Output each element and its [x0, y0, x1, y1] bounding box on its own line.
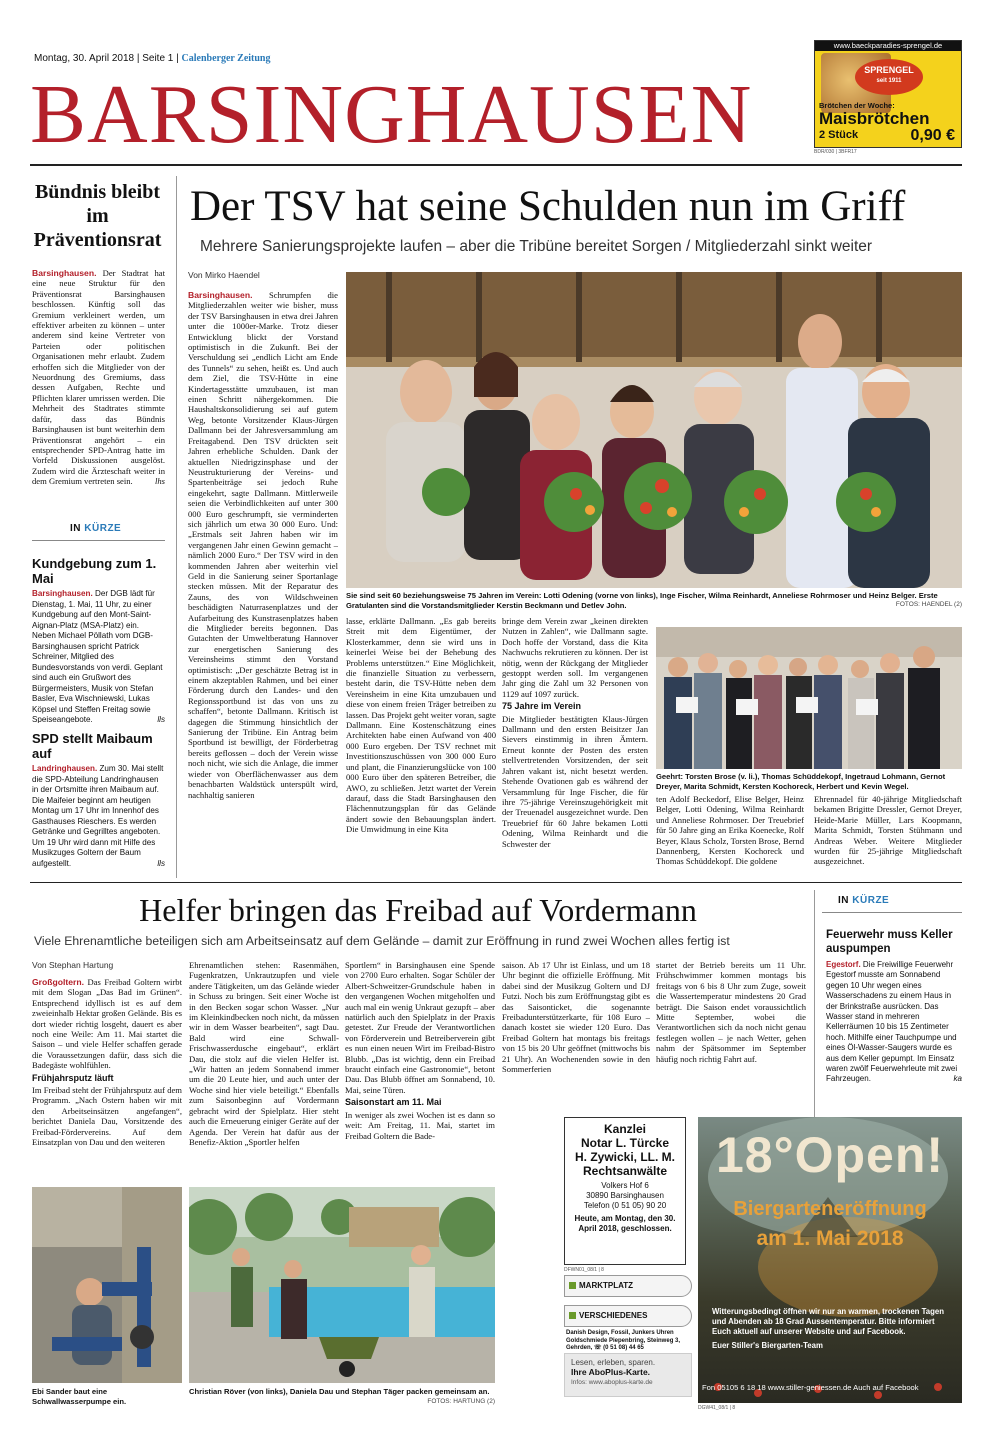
freibad-headline: Helfer bringen das Freibad auf Vordermann	[139, 892, 697, 928]
in-kurze-label: IN KÜRZE	[70, 523, 122, 534]
aboplus-box[interactable]: Lesen, erleben, sparen. Ihre AboPlus-Karte. Infos: www.aboplus-karte.de	[564, 1353, 692, 1397]
pool-photo-caption: Christian Röver (von links), Daniela Dau und Stephan Täger packen gemeinsam an.	[189, 1387, 490, 1396]
kurze-item2-body: Landringhausen. Zum 30. Mai stellt die SPD-Abteilung Landringhausen in der Ortsmitte ihren Maibaum auf. Die Maifeier beginnt am heutigen Montag um 17 Uhr im Innenhof des Gasthauses Rieschers. Es werden Getränke und Gegrilltes angeboten. Um 19 Uhr wird dann mit Hilfe des Musikzuges Goltern der Baum aufgestellt. lls	[32, 764, 165, 868]
header-rule	[30, 164, 962, 166]
kurze2-headline: Feuerwehr muss Keller auspumpen	[826, 929, 953, 955]
dateline: Montag, 30. April 2018 | Seite 1 | Calenberger Zeitung	[34, 53, 271, 64]
in-kurze-label-2: IN KÜRZE	[838, 895, 890, 906]
tsv-honorees-photo	[346, 272, 962, 588]
subhead-fruehjahrsputz: Frühjahrsputz läuft	[32, 1072, 114, 1083]
bakery-ad-code: BDR/030 | 3BFR17	[814, 149, 857, 155]
bakery-ad-url: www.baeckparadies-sprengel.de	[815, 41, 961, 51]
pump-photo-caption: Ebi Sander baut eine Schwallwasserpumpe ein.	[32, 1387, 127, 1406]
lead-column-4: ten Adolf Beckedorf, Elise Belger, Heinz Belger, Lotti Odening, Wilma Reinhardt und Anneliese Rohrmoser. Der Treuebrief für 50 Jahre ging an Erika Koenecke, Rolf Beyer, Klaus Scholz, Torsten Brose, Bernd Dannenberg, Kersten Kochoreck und Thomas Schüddekopf. Die goldene	[656, 794, 804, 867]
freibad-photo-credit: FOTOS: HARTUNG (2)	[427, 1398, 495, 1405]
verschiedenes-marker-icon	[569, 1312, 576, 1319]
kurze-item2-headline: SPD stellt Maibaum auf	[32, 731, 153, 761]
pool-photo-illustration	[189, 1187, 495, 1383]
kurze2-rule	[822, 912, 962, 913]
lead-column-2: lasse, erklärte Dallmann. „Es gab bereits Streit mit dem Eigentümer, der Klosterkammer, denn sie wird uns in keinerlei Weise bei der Behebung des Problems unterstützen.“ Eine Möglichkeit, die finanzielle Situation zu verbessern, besteht darin, die TSV-Hütte neben dem Vereinsheim in eine Kita umzubauen und diese von einem freien Träger betreiben zu lassen. Das Projekt geht weiter voran, sagte Dallmann. Eine Kostenschätzung eines Architekten habe einen Aufwand von 400 000 Euro ergeben. Der TSV rechnet mit Investitionszuschüssen von 300 000 Euro und plant, die Finanzierungslücke von 100 000 Euro über den späteren Betreiber, die AWO, zu schließen. Jetzt wartet der Verein darauf, dass die Stadt Barsinghausen den Flächennutzungsplan für das Gelände ändert sowie den Bebauungsplan ändert. Die Umwidmung in eine Kita	[346, 616, 496, 835]
freibad-column-4: saison. Ab 17 Uhr ist Einlass, und um 18 Uhr beginnt die offizielle Eröffnung. Mit dabei sind der Musikzug Goltern und DJ Futzi. Noch bis zum Eröffnungstag gibt es das Saisonticket, die sogenannte Freibadunterstützerkarte, für 108 Euro – danach kostet sie wieder 120 Euro. Das Freibad Goltern hat montags bis freitags von 15 bis 20 Uhr geöffnet (mittwochs bis 21 Uhr). An Wochenenden sowie in den Sommerferien	[502, 960, 650, 1075]
pool-cleanup-photo	[189, 1187, 495, 1383]
biergarten-line1: Biergarteneröffnung	[733, 1198, 927, 1220]
lead-byline: Von Mirko Haendel	[188, 270, 260, 280]
sidebar-headline: Bündnis bleibt im Präventionsrat	[33, 181, 162, 251]
lead-column-5: Ehrennadel für 40-jährige Mitgliedschaft bekamen Brigitte Dressler, Gernot Dreyer, Heide-Marie Müller, Lars Koopmann, Marita Schmidt, Torsten Stühmann und Andreas Weber. Weitere Mitglieder wurden für 25-jährige Mitgliedschaft ausgezeichnet.	[814, 794, 962, 867]
freibad-column-3: Sportlern“ in Barsinghausen eine Spende von 2700 Euro erhalten. Sogar Schüler der Albert-Schweitzer-Grundschule haben in den vergangenen Wochen mitgeholfen und auch mal ein wenig Unkraut gezupft – aber natürlich auch den Spielplatz in der Praxis getestet. Zur Freude der Verantwortlichen von Förderverein und Betreiberverein gibt es nun einen neuen Wirt im Freibad-Bistro Blubb. „Das ist wichtig, denn ein Freibad braucht einfach eine Gastronomie“, betont Dau. Das Blubb öffnet am Sonnabend, 10. Mai, seine Türen. Saisonstart am 11. Mai In weniger als zwei Wochen ist es dann so weit: Am Freitag, 11. Mai, startet im Freibad Goltern die Bade-	[345, 960, 495, 1141]
lead-column-1: Barsinghausen. Schrumpfen die Mitgliederzahlen weiter wie bisher, muss der TSV Barsinghausen in etwa drei Jahren unter die 1000er-Marke. Trotz dieser Entwicklung blickt der Vorstand optimistisch in die Zukunft. Bei der Verschuldung sei „endlich Licht am Ende des Tunnels“ zu sehen, heißt es. Und auch dem Ziel, die TSV-Hütte in eine Kindertagesstätte umzubauen, ist man einen Schritt nähergekommen. Die Haushaltskonsolidierung sei auf gutem Weg, betonte Vorsitzender Klaus-Jürgen Dallmann bei der Jahresversammlung am Freitagabend. Den TSV drückten seit Jahren erhebliche Schulden. Dank der aktuellen Niedrigzinsphase und der Neustrukturierung der Vereins- und Spartenbeiträge sei jedoch Ruhe eingekehrt, sagte Dallmann. Mittlerweile seien die Verbindlichkeiten auf unter 300 000 Euro geschrumpft, sie verminderten sich jährlich um etwa 30 000 Euro. Und: „Erstmals seit Jahren haben wir im vergangenen Jahr einen Gewinn gemacht – nämlich 2000 Euro.“ Der TSV wird in den kommenden Jahren aber weiterhin viel Geld in die Sanierung seiner Sportanlage stecken müssen. Mit der Reparatur des Zauns, des von Wildschweinen beschädigten Naturrasenplatzes und der Aufarbeitung des Kunstrasenplatzes haben die Mitglieder bereits begonnen. Das Gutachten der Umweltberatung Hannover zur energetischen Sanierung des Vereinsheims stimmt den Vorstand optimistisch: „Der geschätzte Betrag ist in einem akzeptablen Rahmen, und bei einer Förderung durch den Landes- und den Regionssportbund ist das von uns zu schaffen“, betonte Dallmann. Kritisch ist dagegen die Stimmung hinsichtlich der Sanierung der Tribüne. Ein Antrag beim Sportbund ist bewilligt, der Förderbetrag bereits geflossen – doch der Verein wisse noch nicht, wie sich die Anlage, die immer wieder von Oberflächenwasser aus dem benachbarten Waldstück unterspült wird, nachhaltig sanieren	[188, 290, 338, 800]
biergarten-team: Euer Stiller's Biergarten-Team	[712, 1341, 823, 1350]
freibad-column-5: startet der Betrieb bereits um 11 Uhr. Frühschwimmer kommen montags bis freitags von 6 bis 8 Uhr zum Zuge, soweit die Wassertemperatur mindestens 20 Grad beträgt. Die Saison endet voraussichtlich Mitte September, wobei die Verantwortlichen sich da noch nicht genau festlegen wollen – je nach Wetter, gehen nahm der Spätsommer im September häufig noch richtig Fahrt auf.	[656, 960, 806, 1064]
bakery-logo: SPRENGEL seit 1911	[855, 59, 923, 95]
kanzlei-ad[interactable]: Kanzlei Notar L. Türcke H. Zywicki, LL. M. Rechtsanwälte Volkers Hof 6 30890 Barsinghausen Telefon (0 51 05) 90 20 Heute, am Montag, den 30. April 2018, geschlossen.	[564, 1117, 686, 1265]
biergarten-ad[interactable]	[698, 1117, 962, 1403]
biergarten-big-title: 18°Open!	[715, 1127, 945, 1183]
biergarten-line2: am 1. Mai 2018	[756, 1227, 904, 1250]
tsv-group-photo	[656, 627, 962, 769]
biergarten-footer: Fon 05105 6 18 18 www.stiller-geniessen.de Auch auf Facebook	[702, 1383, 919, 1392]
sidebar-divider	[176, 176, 177, 878]
marktplatz-marker-icon	[569, 1282, 576, 1289]
biergarten-text: Witterungsbedingt öffnen wir nur an warmen, trockenen Tagen und Abenden ab 18 Grad Aussentemperatur. Bitte informiert Euch aktuell auf unserer Website und auf Facebook.	[712, 1307, 944, 1336]
freibad-byline: Von Stephan Hartung	[32, 960, 114, 970]
photo1-credit: FOTOS: HAENDEL (2)	[895, 601, 962, 608]
lead-subhead: Mehrere Sanierungsprojekte laufen – aber die Tribüne bereitet Sorgen / Mitgliederzahl sinkt weiter	[200, 238, 873, 255]
subhead-75-jahre: 75 Jahre im Verein	[502, 701, 582, 712]
biergarten-ad-code: DGW41_08/1 | 8	[698, 1405, 736, 1411]
freibad-column-2: Ehrenamtlichen stehen: Rasenmähen, Fugenkratzen, Unkrautzupfen und viele andere Tätigkeiten, um das Gelände wieder in Schuss zu bringen. Seit einer Woche ist in den Becken sogar schon Wasser. „Nur im Kleinkindbecken noch nicht, da müssen wir in dem Wasser bearbeiten“, sagt Dau. Bald wird eine Schwall-Frischwasserdusche eingebaut“, erklärt Dau, die stolz auf die vielen Helfer ist. „Wir hatten an jedem Sonnabend immer um die 20 Leute hier, und auch unter der Woche sind hier viele beteiligt.“ Ebenfalls zum Saisonbeginn auf Vordermann gebracht wird der Spielplatz. Hier steht auch die Erneuerung einiger Geräte auf der Agenda. Der Verein hat dafür aus der Benefiz-Aktion „Sportler helfen	[189, 960, 339, 1147]
photo2-caption: Geehrt: Torsten Brose (v. li.), Thomas Schüddekopf, Ingetraud Lohmann, Gernot Dreyer, Marita Schmidt, Kersten Kochoreck, Herbert und Kevin Wegel.	[656, 772, 946, 791]
kanzlei-ad-code: DFWN01_08/1 | 8	[564, 1267, 604, 1273]
kurze-item1-body: Barsinghausen. Der DGB lädt für Dienstag, 1. Mai, 11 Uhr, zu einer Kundgebung auf den Mont-Saint-Aignan-Platz (MSA-Platz) ein. Neben Michael Pöllath vom DGB-Barsinghausen spricht Patrick Schreiner, Mitglied des Bundesvorstands von verdi. Geplant sind auch ein Grußwort des Bürgermeisters, Musik von Stefan Basler, Eva Wischniewski, Lukas Köpsel und Steffen Freitag sowie Speiseangebote. lls	[32, 589, 165, 723]
pump-photo	[32, 1187, 182, 1383]
lead-column-3: bringe dem Verein zwar „keinen direkten Nutzen in Zahlen“, wie Dallmann sagte. Doch hoffe der Vorstand, dass die Kita Nachwuchs rekrutieren zu können. Der ist nötig, wenn der Rückgang der Mitglieder gestoppt werden soll. Im vergangenen Jahr ging die Zahl um 32 Personen von 1129 auf 1097 zurück. 75 Jahre im Verein Die Mitglieder bestätigten Klaus-Jürgen Dallmann und den ersten Beisitzer Jan Sievers einstimmig in ihren Ämtern. Erneut konnte der Posten des ersten stellvertretenden Vorsitzenden, der seit Jahren vakant ist, nicht besetzt werden. Stehende Ovationen gab es während der Versammlung für Inge Fischer, die für ihre 75-jährige Vereinszugehörigkeit mit der Treuenadel ausgezeichnet wurde. Den Treuebrief für 60 Jahre bekamen Lotti Odening, Wilma Reinhardt und die Schwester der	[502, 616, 648, 849]
kurze2-divider	[814, 890, 815, 1120]
group-photo-illustration	[656, 627, 962, 769]
lead-headline: Der TSV hat seine Schulden nun im Griff	[190, 183, 906, 230]
paper-name: Calenberger Zeitung	[181, 53, 271, 64]
verschiedenes-tab[interactable]: VERSCHIEDENES	[564, 1305, 692, 1327]
tsv-photo-illustration	[346, 272, 962, 588]
pump-photo-illustration	[32, 1187, 182, 1383]
bakery-ad[interactable]: www.baeckparadies-sprengel.de SPRENGEL seit 1911 Brötchen der Woche: Maisbrötchen 2 Stück 0,90 €	[814, 40, 962, 148]
kurze-item1-headline: Kundgebung zum 1. Mai	[32, 556, 157, 586]
sidebar-article: Barsinghausen. Der Stadtrat hat eine neue Struktur für den Präventionsrat Barsinghausen beschlossen. Künftig soll das Gremium verkleinert werden, um effektiver arbeiten zu können – unter anderem sind keine Vertreter von Parteien oder politischen Organisationen mehr erlaubt. Zudem erhoffen sich die Mitglieder von der Neuordnung des Gremiums, dass dessen Aufgaben, Rechte und Pflichten klarer umrissen werden. Die Mehrheit des Stadtrates stimmte dafür, dass das Bündnis Barsinghausen ist bunt weiterhin dem Präventionsrat angehört – ein entsprechender SPD-Antrag hatte im Vorfeld Diskussionen ausgelöst. Zudem wird die Ärzteschaft weiter in dem Gremium vertreten sein. lhs	[32, 268, 165, 487]
photo1-caption: Sie sind seit 60 beziehungsweise 75 Jahren im Verein: Lotti Odening (vorne von links), Inge Fischer, Wilma Reinhardt, Anneliese Rohrmoser und Heinz Belger. Erste Gratulanten sind die Vorstandsmitglieder Kerstin Beckmann und Detlev John.	[346, 591, 938, 610]
marktplatz-tab[interactable]: MARKTPLATZ	[564, 1275, 692, 1297]
subhead-saisonstart: Saisonstart am 11. Mai	[345, 1097, 442, 1108]
section-rule	[30, 882, 962, 883]
kurze2-body: Egestorf. Die Freiwillige Feuerwehr Egestorf musste am Sonnabend gegen 10 Uhr wegen eines Wasserschadens zu einem Haus in der Brinkstraße ausrücken. Das Wasser stand in mehreren Kellerräumen 10 bis 15 Zentimeter hoch. Mithilfe einer Tauchpumpe und eines Öl-Wasser-Saugers wurde es aus dem Keller gepumpt. Im Einsatz waren zwölf Feuerwehrleute mit zwei Fahrzeugen. ka	[826, 960, 962, 1084]
masthead: BARSINGHAUSEN	[30, 68, 753, 161]
kurze-rule	[32, 540, 165, 541]
freibad-column-1: Großgoltern. Das Freibad Goltern wirbt mit dem Slogan „Das Bad im Grünen“. Entsprechend idyllisch ist es auf dem zweieinhalb Hektar großen Gelände. Bis es dort wieder richtig losgeht, dauert es aber noch eine Weile: Am 11. Mai startet die Saison – und viele Helfer schaffen gerade die Voraussetzungen dafür, dass sich die Badegäste wohlfühlen. Frühjahrsputz läuft Im Freibad steht der Frühjahrsputz auf dem Programm. „Nach Ostern haben wir mit den Arbeitseinsätzen angefangen“, berichtet Daniela Dau, Vorsitzende des Freibad-Fördervereins. Auf dem Einsatzplan von Dau und den weiteren	[32, 977, 182, 1148]
freibad-subhead: Viele Ehrenamtliche beteiligen sich am Arbeitseinsatz auf dem Gelände – damit zur Eröffnung in rund zwei Wochen alles fertig ist	[34, 934, 730, 948]
verschiedenes-ad: Danish Design, Fossil, Junkers Uhren Goldschmiede Piepenbring, Steinweg 3, Gehrden, ☏ (0 51 08) 44 65	[566, 1330, 681, 1351]
